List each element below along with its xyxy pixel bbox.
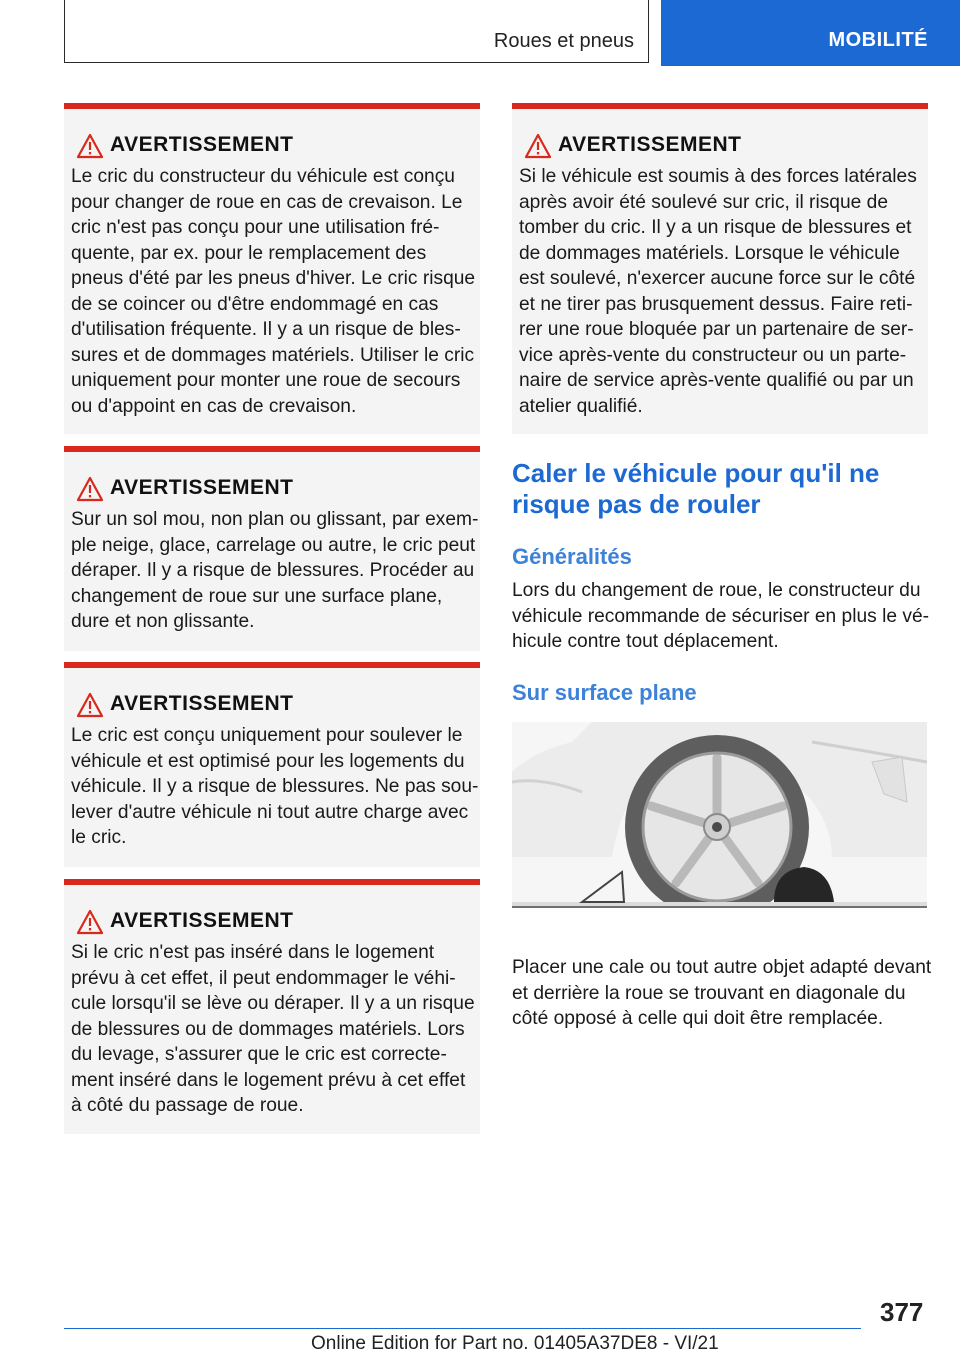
header-chapter: Roues et pneus <box>493 30 634 52</box>
section-title: Caler le véhicule pour qu'il ne risque pas de rouler <box>512 458 880 519</box>
warning-title: AVERTISSEMENT <box>110 133 294 156</box>
page-number: 377 <box>880 1297 924 1327</box>
warning-box <box>64 879 480 1134</box>
generalites-text: Lors du changement de roue, le constructeur du véhicule recommande de sécuriser en plus le vé‐ hicule contre tout déplacement. <box>512 580 930 652</box>
warning-box <box>512 103 928 434</box>
warning-title: AVERTISSEMENT <box>558 133 742 156</box>
warning-box <box>64 103 480 434</box>
wheel-chock-illustration <box>512 722 927 907</box>
subsection-surface-plane-heading: Sur surface plane <box>512 680 697 705</box>
footer-edition: Online Edition for Part no. 01405A37DE8 - VI/21 <box>311 1333 719 1354</box>
warning-title: AVERTISSEMENT <box>110 692 294 715</box>
header-section-tab <box>661 0 960 66</box>
warning-text: Si le cric n'est pas inséré dans le logement prévu à cet effet, il peut endommager le véhi‐ cule lorsqu'il se lève ou déraper. Il y a un risque de blessures ou de dommages matériels. Lors du levage, s'assurer que le cric est correcte‐ ment inséré dans le logement prévu à cet effet à côté du passage de roue. <box>71 942 475 1116</box>
warning-triangle-icon <box>76 908 104 936</box>
warning-triangle-icon <box>76 132 104 160</box>
warning-triangle-icon <box>76 475 104 503</box>
warning-text: Si le véhicule est soumis à des forces latérales après avoir été soulevé sur cric, il risque de tomber du cric. Il y a un risque de blessures et de dommages matériels. Lorsque le véhicule est soulevé, n'exercer aucune force sur le côté et ne tirer pas brusquement dessus. Faire reti‐ rer une roue bloquée par un partenaire de ser‐ vice après-vente du constructeur ou un parte‐ naire de service après-vente qualifié ou par un atelier qualifié. <box>519 166 917 417</box>
warning-text: Sur un sol mou, non plan ou glissant, par exem‐ ple neige, glace, carrelage ou autre, le cric peut déraper. Il y a risque de blessures. Procéder au changement de roue sur une surface plane, dure et non glissante. <box>71 509 479 632</box>
warning-box <box>64 662 480 867</box>
warning-triangle-icon <box>76 691 104 719</box>
warning-text: Le cric est conçu uniquement pour soulever le véhicule et est optimisé pour les logements du véhicule. Il y a risque de blessures. Ne pas sou‐ lever d'autre véhicule ni tout autre charge avec le cric. <box>71 725 479 848</box>
warning-title: AVERTISSEMENT <box>110 476 294 499</box>
header-section: MOBILITÉ <box>828 29 928 51</box>
header-chapter-tab <box>64 0 649 63</box>
surface-plane-text: Placer une cale ou tout autre objet adapté devant et derrière la roue se trouvant en diagonale du côté opposé à celle qui doit être remplacée. <box>512 957 932 1029</box>
warning-title: AVERTISSEMENT <box>110 909 294 932</box>
warning-triangle-icon <box>524 132 552 160</box>
warning-box <box>64 446 480 651</box>
subsection-generalites-heading: Généralités <box>512 544 632 569</box>
footer-rule <box>64 1328 861 1329</box>
warning-text: Le cric du constructeur du véhicule est conçu pour changer de roue en cas de crevaison. Le cric n'est pas conçu pour une utilisation fré‐ quente, par ex. pour le remplacement des pneus d'été par les pneus d'hiver. Le cric risque de se coincer ou d'être endommagé en cas d'utilisation fréquente. Il y a un risque de bles‐ sures et de dommages matériels. Utiliser le cric uniquement pour monter une roue de secours ou d'appoint en cas de crevaison. <box>71 166 476 417</box>
illustration-rule <box>512 906 927 908</box>
